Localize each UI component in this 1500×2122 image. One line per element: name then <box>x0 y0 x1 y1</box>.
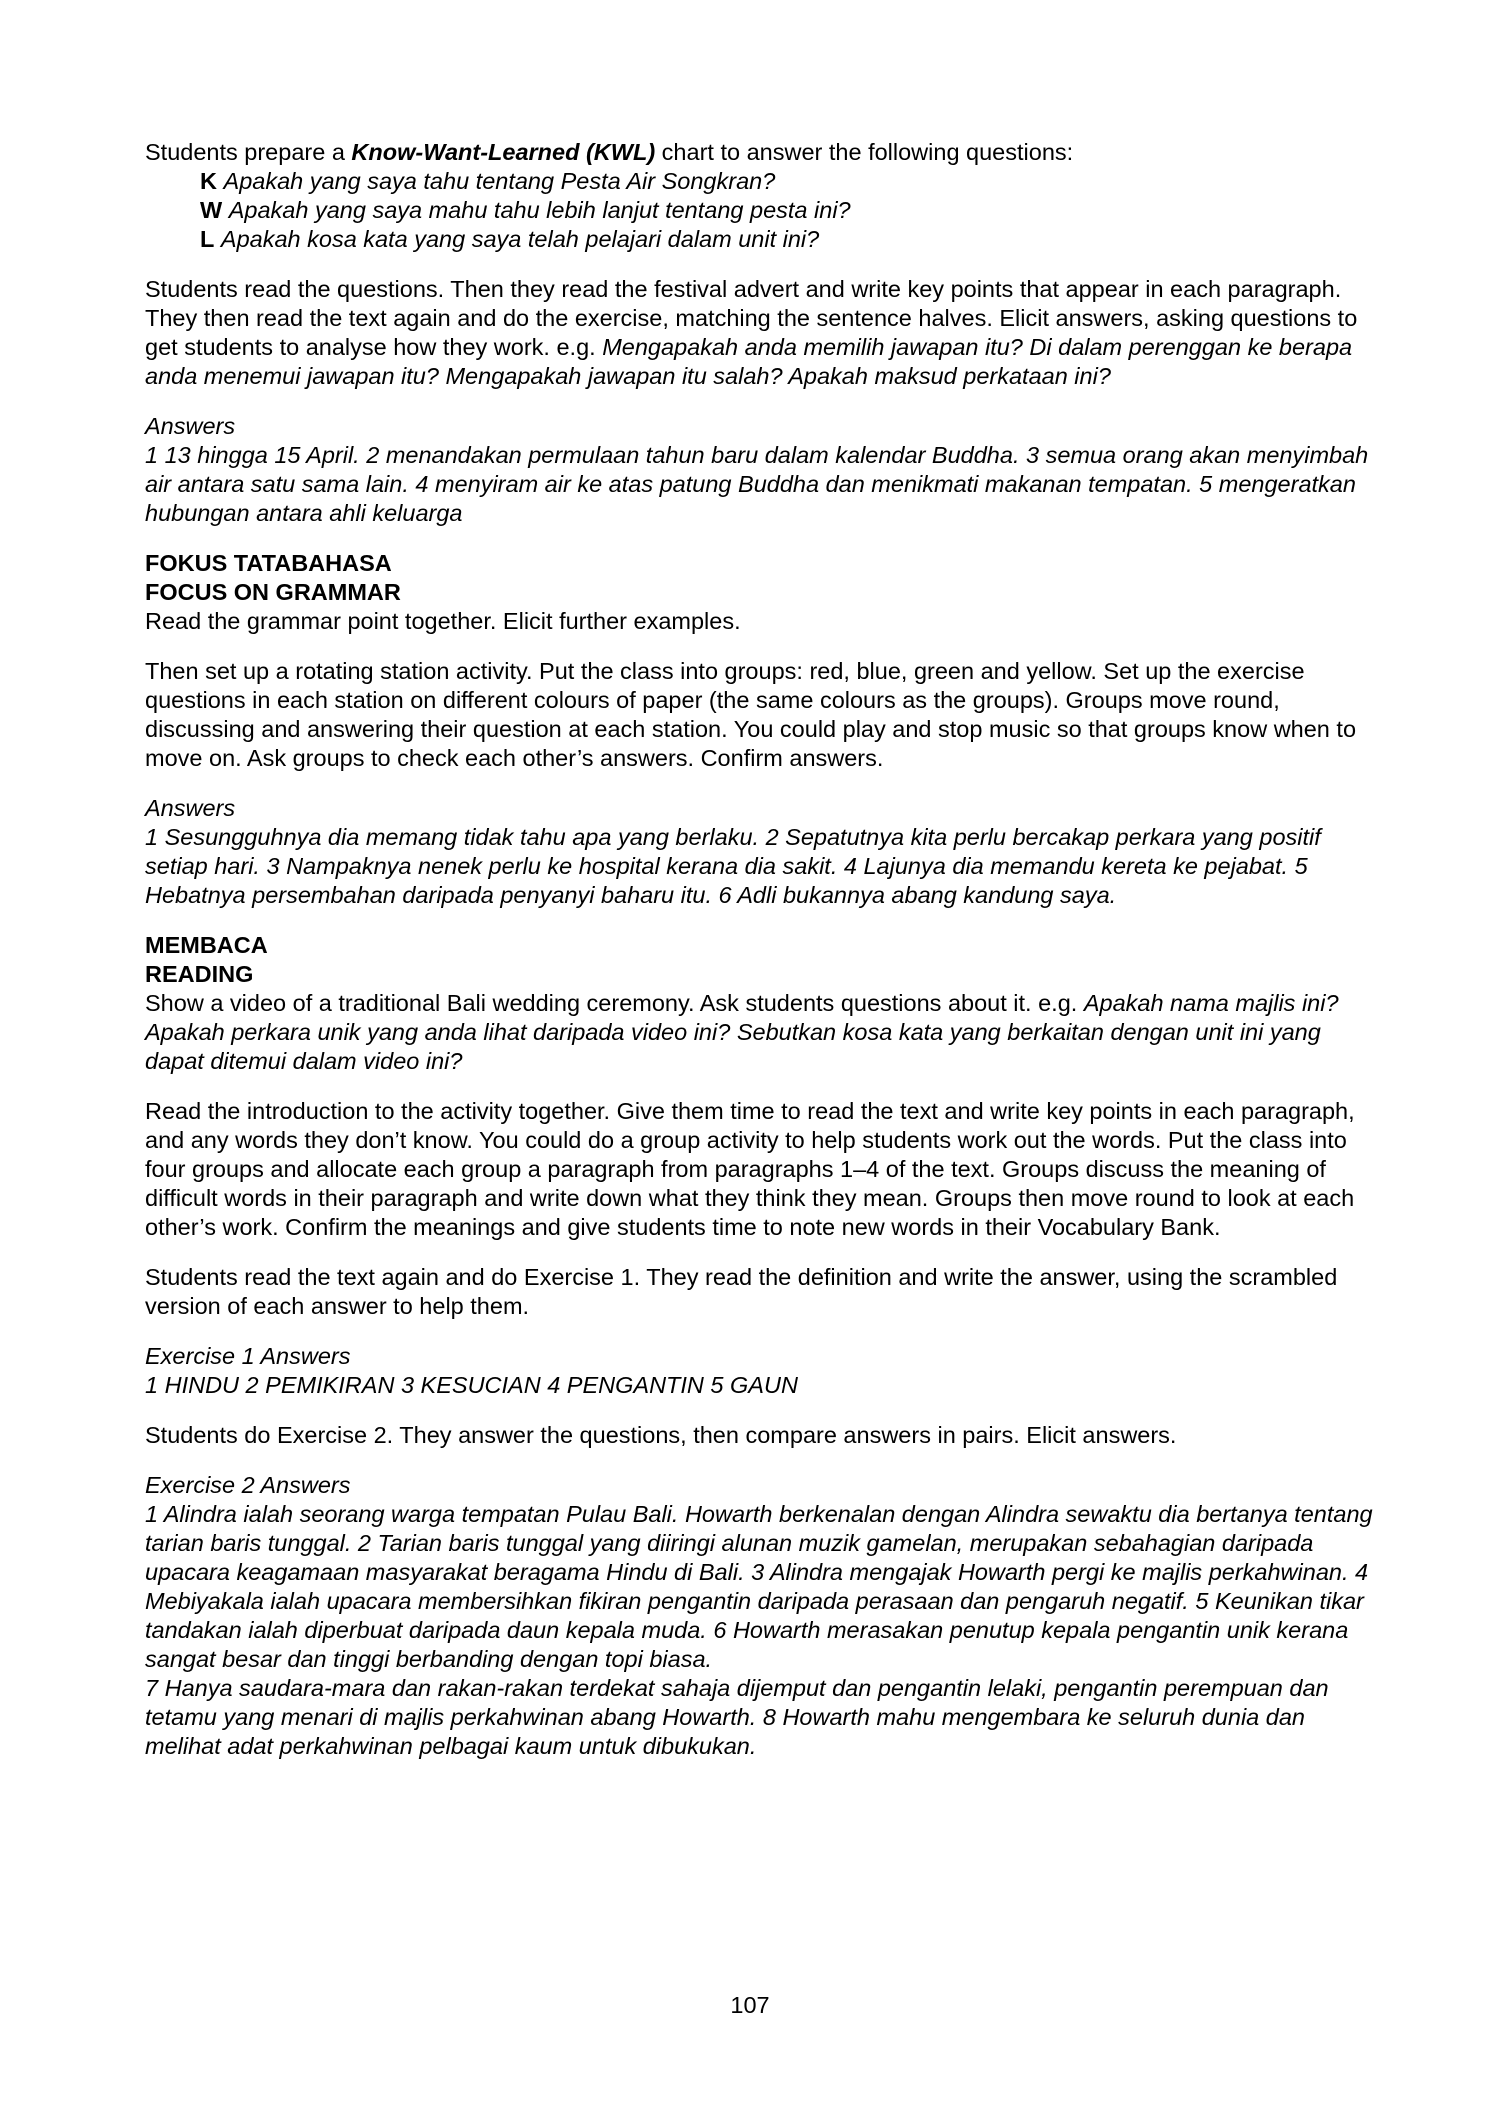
section-heading-malay: FOKUS TATABAHASA <box>145 550 392 576</box>
exercise-1-instructions: Students read the text again and do Exercise 1. They read the definition and write the answer, using the scrambled version of each answer to help them. <box>145 1264 1338 1319</box>
page-number: 107 <box>730 1992 770 2018</box>
exercise-2-answers-text-continued: 7 Hanya saudara-mara dan rakan-rakan terdekat sahaja dijemput dan pengantin lelaki, pengantin perempuan dan tetamu yang menari di majlis perkahwinan abang Howarth. 8 Howarth mahu mengembara ke seluruh dunia dan melihat adat perkahwinan pelbagai kaum untuk dibukukan. <box>145 1675 1329 1759</box>
read-advert-paragraph <box>145 275 1385 391</box>
section-heading-english: READING <box>145 961 254 987</box>
reading-video-questions: Apakah nama majlis ini? Apakah perkara unik yang anda lihat daripada video ini? Sebutkan kosa kata yang berkaitan dengan unit ini yang dapat ditemui dalam video ini? <box>145 990 1339 1074</box>
exercise-2-answers-label: Exercise 2 Answers <box>145 1472 351 1498</box>
exercise-1-answers-text: 1 HINDU 2 PEMIKIRAN 3 KESUCIAN 4 PENGANTIN 5 GAUN <box>145 1372 798 1398</box>
kwl-question: Apakah yang saya tahu tentang Pesta Air Songkran? <box>223 168 776 194</box>
answers-text: 1 13 hingga 15 April. 2 menandakan permulaan tahun baru dalam kalendar Buddha. 3 semua orang akan menyimbah air antara satu sama lain. 4 menyiram air ke atas patung Buddha dan menikmati makanan tempatan. 5 mengeratkan hubungan antara ahli keluarga <box>145 442 1369 526</box>
read-advert-text: Students read the questions. Then they read the festival advert and write key points that appear in each paragraph. They then read the text again and do the exercise, matching the sentence halves. Elicit answers, asking questions to get students to analyse how they work. e.g. <box>145 276 1358 360</box>
reading-video-paragraph <box>145 989 1385 1076</box>
kwl-intro-term: Know-Want-Learned (KWL) <box>351 139 656 165</box>
kwl-item-w <box>145 196 1385 225</box>
section-heading-english: FOCUS ON GRAMMAR <box>145 579 401 605</box>
kwl-letter: K <box>200 168 217 194</box>
section-heading-malay: MEMBACA <box>145 932 268 958</box>
grammar-activity-paragraph: Then set up a rotating station activity. Put the class into groups: red, blue, green and yellow. Set up the exercise questions in each station on different colours of paper (the same colours as the groups). Groups move round, discussing and answering their question at each station. You could play and stop music so that groups know when to move on. Ask groups to check each other’s answers. Confirm answers. <box>145 658 1357 771</box>
read-advert-questions: Mengapakah anda memilih jawapan itu? Di dalam perenggan ke berapa anda menemui jawapan itu? Mengapakah jawapan itu salah? Apakah maksud perkataan ini? <box>145 334 1353 389</box>
answers-label: Answers <box>145 413 236 439</box>
answers-text: 1 Sesungguhnya dia memang tidak tahu apa yang berlaku. 2 Sepatutnya kita perlu bercakap perkara yang positif setiap hari. 3 Nampaknya nenek perlu ke hospital kerana dia sakit. 4 Lajunya dia memandu kereta ke pejabat. 5 Hebatnya persembahan daripada penyanyi baharu itu. 6 Adli bukannya abang kandung saya. <box>145 824 1321 908</box>
kwl-intro <box>145 138 1385 167</box>
kwl-question: Apakah yang saya mahu tahu lebih lanjut tentang pesta ini? <box>228 197 851 223</box>
kwl-item-l <box>145 225 1385 254</box>
kwl-item-k <box>145 167 1385 196</box>
kwl-intro-text: Students prepare a <box>145 139 352 165</box>
exercise-2-instructions: Students do Exercise 2. They answer the questions, then compare answers in pairs. Elicit answers. <box>145 1422 1177 1448</box>
exercise-2-answers-text: 1 Alindra ialah seorang warga tempatan Pulau Bali. Howarth berkenalan dengan Alindra sewaktu dia bertanya tentang tarian baris tunggal. 2 Tarian baris tunggal yang diiringi alunan muzik gamelan, merupakan sebahagian daripada upacara keagamaan masyarakat beragama Hindu di Bali. 3 Alindra mengajak Howarth pergi ke majlis perkahwinan. 4 Mebiyakala ialah upacara membersihkan fikiran pengantin daripada perasaan dan pengaruh negatif. 5 Keunikan tikar tandakan ialah diperbuat daripada daun kepala muda. 6 Howarth merasakan penutup kepala pengantin unik kerana sangat besar dan tinggi berbanding dengan topi biasa. <box>145 1501 1373 1672</box>
kwl-letter: W <box>200 197 223 223</box>
reading-video-text: Show a video of a traditional Bali wedding ceremony. Ask students questions about it. e.g. <box>145 990 1084 1016</box>
kwl-letter: L <box>200 226 215 252</box>
kwl-intro-text-end: chart to answer the following questions: <box>655 139 1074 165</box>
grammar-paragraph: Read the grammar point together. Elicit further examples. <box>145 608 741 634</box>
exercise-1-answers-label: Exercise 1 Answers <box>145 1343 351 1369</box>
reading-intro-paragraph: Read the introduction to the activity together. Give them time to read the text and write key points in each paragraph, and any words they don’t know. You could do a group activity to help students work out the words. Put the class into four groups and allocate each group a paragraph from paragraphs 1–4 of the text. Groups discuss the meaning of difficult words in their paragraph and write down what they think they mean. Groups then move round to look at each other’s work. Confirm the meanings and give students time to note new words in their Vocabulary Bank. <box>145 1098 1355 1240</box>
document-body <box>145 138 1385 1761</box>
kwl-question: Apakah kosa kata yang saya telah pelajari dalam unit ini? <box>220 226 820 252</box>
answers-label: Answers <box>145 795 236 821</box>
